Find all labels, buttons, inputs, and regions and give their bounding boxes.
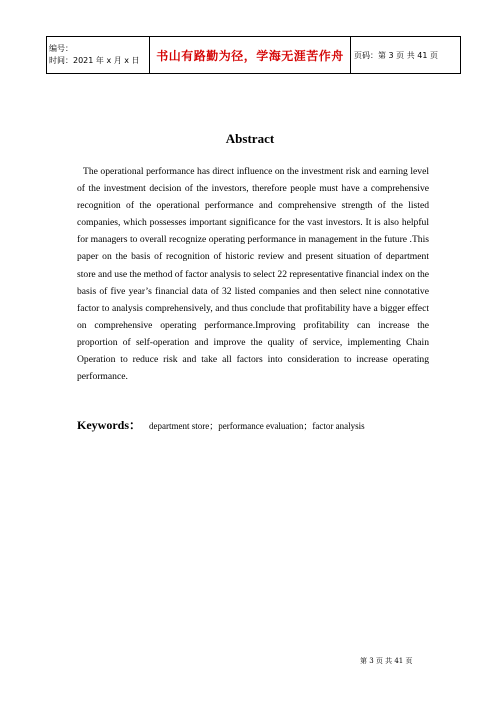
header-motto: 书山有路勤为径，学海无涯苦作舟 — [150, 37, 351, 74]
header-meta-cell — [47, 37, 150, 74]
abstract-title: Abstract — [225, 131, 275, 146]
abstract-body: The operational performance has direct influence on the investment risk and earning level of the investment decision of the investors, therefore people must have a comprehensive recognition of the operational performance and comprehensive strength of the listed companies, which possesses important significance for the vast investors. It is also helpful for managers to overall recognize operating performance in management in the future .This paper on the basis of recognition of historic review and present situation of department store and use the method of factor analysis to select 22 representative financial index on the basis of five year’s financial data of 32 listed companies and then select nine connotative factor to analysis comprehensively, and thus conclude that profitability have a bigger effect on comprehensive operating performance.Improving profitability can increase the proportion of self-operation and improve the quality of service, implementing Chain Operation to reduce risk and take all factors into consideration to increase operating performance. — [77, 166, 429, 383]
document-header — [46, 36, 461, 74]
keywords-line — [77, 416, 365, 434]
keywords-value: department store；performance evaluation；factor analysis — [149, 421, 365, 431]
document-number-label: 编号： — [49, 44, 73, 53]
header-page-info: 页码：第 3 页 共 41 页 — [351, 37, 461, 74]
keywords-label: Keywords： — [77, 418, 141, 432]
document-time-label: 时间：2021 年 x 月 x 日 — [49, 56, 140, 65]
page-footer: 第 3 页 共 41 页 — [360, 657, 413, 665]
